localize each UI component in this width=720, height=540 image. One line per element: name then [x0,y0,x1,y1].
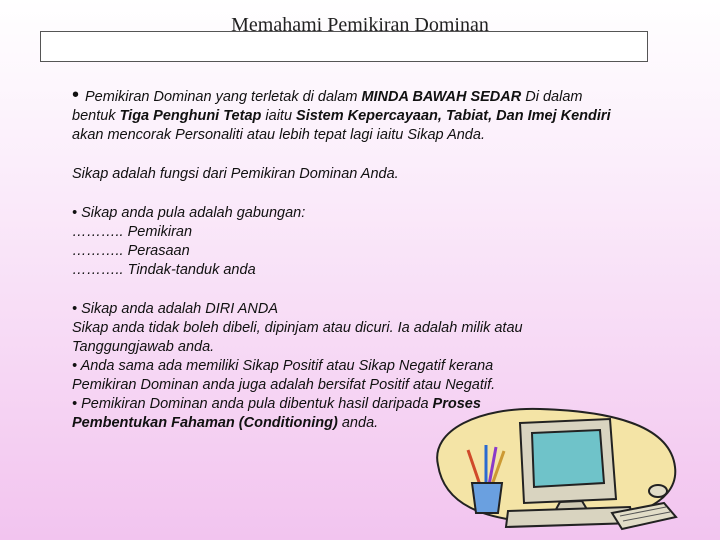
bullet: • [72,84,80,106]
list-item: ……….. Tindak-tanduk anda [72,262,256,278]
paragraph-3-line-6: • Pemikiran Dominan anda pula dibentuk hasil daripada Proses [72,396,481,412]
list-item: ……….. Perasaan [72,243,190,259]
monitor-icon [520,419,616,513]
list-item: ……….. Pemikiran [72,224,193,240]
slide-content [72,86,682,433]
paragraph-3-line-5: Pemikiran Dominan anda juga adalah bersifat Positif atau Negatif. [72,377,496,393]
mouse-icon [649,485,667,497]
paragraph-2: Sikap adalah fungsi dari Pemikiran Dominan Anda. [72,166,399,182]
paragraph-3-line-3: Tanggungjawab anda. [72,339,215,355]
list-heading: • Sikap anda pula adalah gabungan: [72,205,306,221]
slide-title: Memahami Pemikiran Dominan [231,14,489,36]
paragraph-3-line-1: • Sikap anda adalah DIRI ANDA [72,301,279,317]
paragraph-3-line-4: • Anda sama ada memiliki Sikap Positif atau Sikap Negatif kerana [72,358,494,374]
paragraph-1-line-1: • Pemikiran Dominan yang terletak di dalam MINDA BAWAH SEDAR Di dalam [72,84,583,106]
paragraph-1-line-2: bentuk Tiga Penghuni Tetap iaitu Sistem Kepercayaan, Tabiat, Dan Imej Kendiri [72,108,611,124]
computer-clipart-icon [420,395,690,535]
paragraph-3-line-2: Sikap anda tidak boleh dibeli, dipinjam atau dicuri. Ia adalah milik atau [72,320,523,336]
paragraph-3-line-7: Pembentukan Fahaman (Conditioning) anda. [72,415,379,431]
paragraph-1-line-3: akan mencorak Personaliti atau lebih tepat lagi iaitu Sikap Anda. [72,127,485,143]
